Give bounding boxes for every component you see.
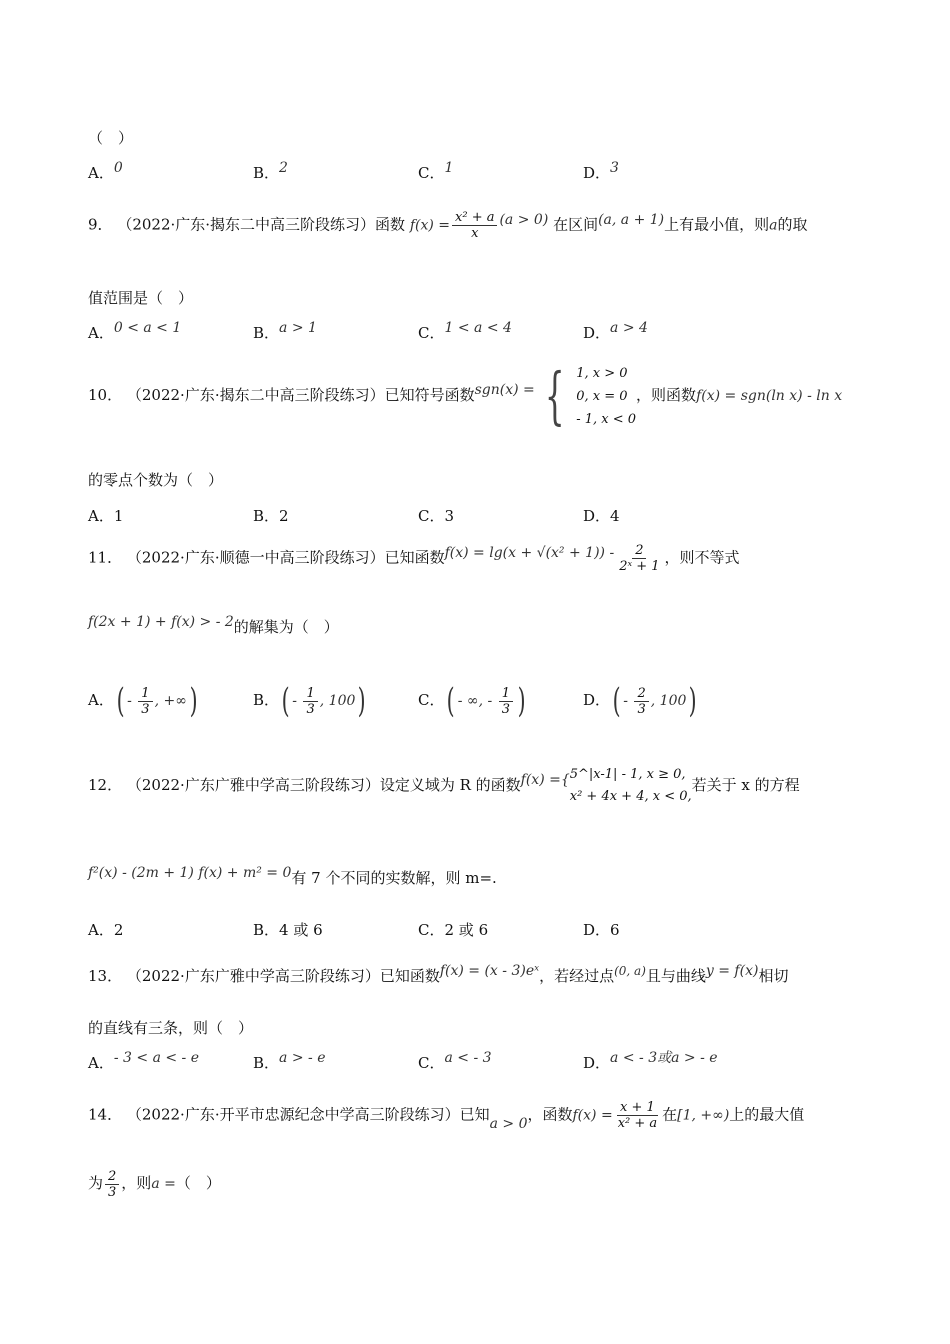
option-value: 0 [113, 160, 123, 176]
option-value: - [623, 693, 633, 709]
option-label: D． [583, 324, 611, 342]
fraction [138, 686, 152, 717]
fraction-denominator: 3 [306, 701, 315, 717]
sgn-lhs: sgn(x) = [474, 382, 535, 398]
q9-stem [88, 210, 808, 241]
question-source: （2022·广东·顺德一中高三阶段练习）已知函数 [126, 548, 445, 567]
stem-text: 上有最小值，则 [664, 215, 770, 234]
q10-stem [88, 358, 842, 433]
option-value: 2 [279, 160, 288, 176]
option-label: C． [418, 921, 445, 939]
stem-text: 的零点个数为（ ） [88, 471, 224, 489]
option-value: , +∞ [154, 693, 187, 709]
stem-text: 值范围是（ ） [88, 289, 194, 307]
answer-bracket: （ ） [175, 1174, 221, 1192]
fraction-denominator: 3 [141, 701, 150, 717]
stem-text: ，则 [121, 1174, 152, 1192]
fraction-denominator: x² + a [617, 1116, 658, 1131]
stem-text: 的解集为（ ） [233, 618, 339, 636]
function: f(x) = sgn(ln x) - ln x [696, 388, 843, 404]
q13-option-c[interactable] [418, 1050, 492, 1074]
q13-stem-line2 [88, 1018, 253, 1038]
q9-option-c[interactable] [418, 320, 512, 344]
option-label: C． [418, 164, 445, 182]
q13-stem [88, 963, 789, 987]
q12-option-a[interactable] [88, 920, 123, 940]
stem-text: ，函数 [527, 1105, 573, 1124]
option-label: A． [88, 691, 114, 709]
option-value: 6 [610, 921, 620, 939]
option-value: a < - 3 [444, 1050, 492, 1066]
fraction [499, 686, 513, 717]
right-paren: ) [189, 681, 198, 721]
option-label: A． [88, 1054, 114, 1072]
stem-text: ，则函数 [636, 386, 697, 404]
fraction-numerator: 1 [303, 686, 317, 702]
fraction-numerator: x + 1 [617, 1100, 658, 1116]
left-brace: { [544, 359, 565, 432]
stem-text: 相切 [758, 967, 789, 985]
q11-stem [88, 543, 740, 574]
q10-option-c[interactable] [418, 506, 454, 526]
question-number: 14． [88, 1105, 123, 1124]
option-value: 3 [444, 507, 455, 525]
option-label: A． [88, 921, 114, 939]
left-paren: ( [612, 681, 621, 721]
piecewise-system [570, 764, 692, 808]
option-value: 2 或 6 [444, 921, 489, 939]
option-value: a > 1 [279, 320, 317, 336]
right-paren: ) [358, 681, 367, 721]
q13-option-b[interactable] [253, 1050, 326, 1074]
function: f(x) = (x - 3)eˣ [439, 963, 540, 979]
question-number: 12． [88, 776, 123, 794]
option-label: C． [418, 1054, 445, 1072]
interval: [1, +∞) [677, 1107, 730, 1124]
option-label: B． [253, 1054, 280, 1072]
inequality: f(2x + 1) + f(x) > - 2 [88, 614, 234, 630]
function-lhs: f(x) = [572, 1107, 613, 1124]
fraction-denominator: 2ˣ + 1 [619, 559, 660, 574]
q8-option-b[interactable] [253, 160, 288, 184]
piecewise-system [535, 359, 637, 432]
equation: f²(x) - (2m + 1) f(x) + m² = 0 [88, 865, 292, 881]
q11-stem-line2 [88, 614, 339, 638]
option-value: a < - 3或a > - e [610, 1050, 718, 1066]
q11-option-d[interactable] [583, 680, 700, 721]
q8-option-c[interactable] [418, 160, 454, 184]
option-label: B． [253, 324, 280, 342]
q12-stem [88, 760, 800, 811]
option-value: 1 < a < 4 [444, 320, 512, 336]
q12-stem-line2 [88, 865, 497, 889]
fraction-denominator: 3 [501, 701, 510, 717]
q8-bracket [88, 128, 133, 148]
q11-option-c[interactable] [418, 680, 528, 721]
option-value: 2 [279, 507, 289, 525]
q9-stem-line2 [88, 288, 193, 308]
question-number: 10． [88, 386, 123, 404]
variable-a: a [769, 217, 778, 234]
fraction [105, 1169, 119, 1200]
option-value: , 100 [319, 693, 356, 709]
q14-stem [88, 1100, 804, 1131]
stem-text: 在 [662, 1105, 678, 1124]
fraction [616, 543, 662, 574]
option-label: B． [253, 164, 280, 182]
option-label: C． [418, 691, 445, 709]
question-source: （2022·广东广雅中学高三阶段练习）已知函数 [126, 967, 440, 985]
option-label: B． [253, 921, 280, 939]
q8-option-a[interactable] [88, 160, 123, 184]
variable-a: a = [151, 1176, 176, 1192]
q13-option-d[interactable] [583, 1050, 718, 1074]
stem-text: 有 7 个不同的实数解，则 m=. [291, 869, 497, 887]
q9-option-d[interactable] [583, 320, 648, 344]
option-value: 1 [444, 160, 454, 176]
condition: (a > 0) [499, 211, 549, 228]
left-paren: ( [116, 681, 125, 721]
fraction-numerator: 2 [632, 543, 646, 559]
option-value: 4 [610, 507, 620, 525]
q8-bracket-text: （ ） [88, 129, 134, 147]
question-number: 11． [88, 548, 123, 567]
function-lhs: f(x) = [409, 217, 451, 234]
fraction [303, 686, 317, 717]
stem-text: 若关于 x 的方程 [691, 776, 800, 794]
q10-option-d[interactable] [583, 506, 620, 526]
option-value: 4 或 6 [279, 921, 323, 939]
stem-text: 的取 [777, 215, 808, 234]
q12-option-b[interactable] [253, 920, 323, 940]
question-source: （2022·广东·开平市忠源纪念中学高三阶段练习）已知 [126, 1105, 490, 1124]
fraction-numerator: x² + a [452, 210, 497, 226]
fraction [615, 1100, 660, 1131]
option-value: - ∞, - [457, 693, 497, 709]
case-row: x² + 4x + 4, x < 0, [569, 789, 692, 804]
case-row: 5^|x-1| - 1, x ≥ 0, [569, 767, 686, 782]
fraction-numerator: 1 [138, 686, 152, 702]
option-value: a > - e [279, 1050, 326, 1066]
stem-text: 在区间 [553, 215, 599, 234]
option-value: , 100 [650, 693, 687, 709]
option-value: - [127, 693, 137, 709]
q9-option-b[interactable] [253, 320, 317, 344]
q12-option-c[interactable] [418, 920, 488, 940]
case-row: 0, x = 0 [576, 388, 628, 404]
option-value: - 3 < a < - e [113, 1050, 200, 1066]
fraction-denominator: 3 [108, 1184, 117, 1200]
stem-text: 为 [88, 1174, 104, 1192]
fraction-numerator: 2 [105, 1169, 119, 1185]
q11-option-b[interactable] [253, 680, 369, 721]
stem-text: ，则不等式 [664, 548, 740, 567]
function-lhs: f(x) ={ [520, 772, 570, 788]
right-paren: ) [689, 681, 698, 721]
option-label: A． [88, 507, 114, 525]
fraction [452, 210, 497, 241]
condition: a > 0 [489, 1115, 528, 1132]
case-row: - 1, x < 0 [576, 411, 637, 427]
option-label: B． [253, 691, 280, 709]
curve: y = f(x) [705, 963, 759, 979]
option-label: D． [583, 691, 611, 709]
fraction-numerator: 2 [634, 686, 648, 702]
function: f(x) = lg(x + √(x² + 1)) - [444, 544, 615, 561]
case-row: 1, x > 0 [576, 365, 628, 381]
q8-option-d[interactable] [583, 160, 619, 184]
option-value: - [292, 693, 302, 709]
option-label: A． [88, 324, 114, 342]
stem-text: 且与曲线 [645, 967, 706, 985]
q14-stem-line2 [88, 1165, 221, 1202]
option-value: a > 4 [610, 320, 648, 336]
option-value: 1 [113, 507, 124, 525]
interval: (a, a + 1) [598, 211, 665, 228]
option-label: D． [583, 507, 611, 525]
question-source: （2022·广东·揭东二中高三阶段练习）已知符号函数 [126, 386, 475, 404]
question-source: （2022·广东广雅中学高三阶段练习）设定义域为 R 的函数 [126, 776, 521, 794]
q9-option-a[interactable] [88, 320, 182, 344]
left-paren: ( [281, 681, 290, 721]
q10-option-a[interactable] [88, 506, 123, 526]
option-value: 3 [610, 160, 619, 176]
fraction-denominator: x [471, 226, 479, 241]
q11-option-a[interactable] [88, 680, 200, 721]
fraction-numerator: 1 [499, 686, 513, 702]
right-paren: ) [517, 681, 526, 721]
option-label: B． [253, 507, 280, 525]
stem-text: 的直线有三条，则（ ） [88, 1019, 254, 1037]
left-paren: ( [447, 681, 456, 721]
question-number: 13． [88, 967, 123, 985]
option-label: D． [583, 1054, 611, 1072]
q12-option-d[interactable] [583, 920, 620, 940]
q10-option-b[interactable] [253, 506, 289, 526]
option-value: 0 < a < 1 [113, 320, 182, 336]
question-number: 9． [88, 215, 113, 234]
option-label: C． [418, 507, 445, 525]
stem-text: ，若经过点 [539, 967, 615, 985]
option-value: 2 [113, 921, 124, 939]
option-label: A． [88, 164, 114, 182]
q13-option-a[interactable] [88, 1050, 200, 1074]
option-label: C． [418, 324, 445, 342]
fraction-denominator: 3 [637, 701, 646, 717]
option-label: D． [583, 921, 611, 939]
option-label: D． [583, 164, 611, 182]
stem-text: 上的最大值 [729, 1105, 805, 1124]
fraction [634, 686, 648, 717]
q10-stem-line2 [88, 470, 223, 490]
point: (0, a) [614, 964, 646, 978]
question-source: （2022·广东·揭东二中高三阶段练习）函数 [117, 215, 406, 234]
